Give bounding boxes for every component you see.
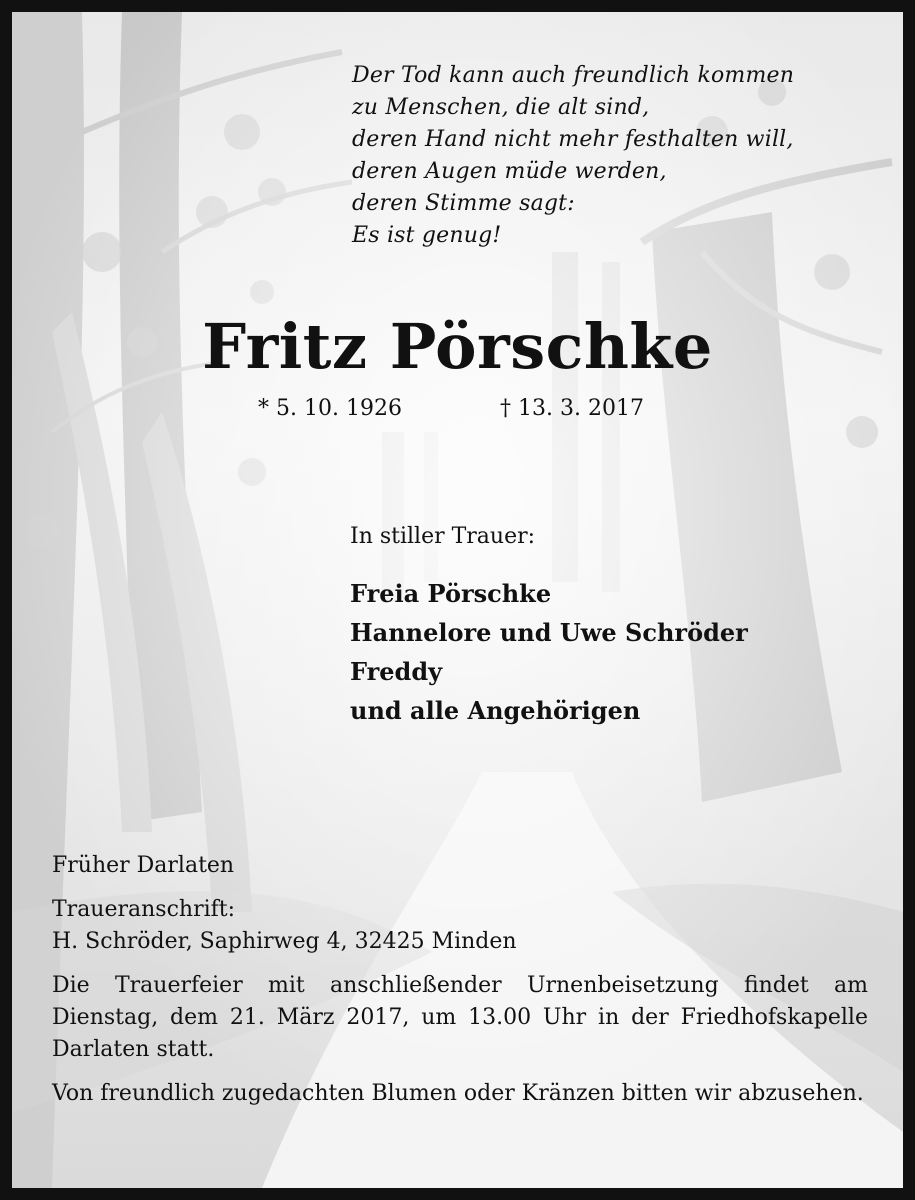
poem-line: deren Hand nicht mehr festhalten will,	[352, 127, 794, 152]
mourner-name: Freia Pörschke	[350, 579, 552, 608]
mourners-list	[350, 574, 748, 730]
mourner-name: und alle Angehörigen	[350, 696, 641, 725]
mourning-address: H. Schröder, Saphirweg 4, 32425 Minden	[52, 929, 517, 954]
mourner-name: Freddy	[350, 657, 443, 686]
address-label: Traueranschrift:	[52, 897, 236, 922]
mourner-name: Hannelore und Uwe Schröder	[350, 618, 748, 647]
poem-line: Der Tod kann auch freundlich kommen	[352, 63, 795, 88]
flowers-text: Von freundlich zugedachten Blumen oder Kränzen bitten wir abzusehen.	[52, 1081, 864, 1106]
poem-line: zu Menschen, die alt sind,	[352, 95, 650, 120]
notice-details	[52, 850, 868, 1110]
death-date: † 13. 3. 2017	[500, 396, 644, 421]
deceased-name: Fritz Pörschke	[202, 310, 713, 383]
former-residence: Früher Darlaten	[52, 853, 235, 878]
mourning-intro: In stiller Trauer:	[350, 524, 536, 549]
birth-date: * 5. 10. 1926	[258, 396, 402, 421]
poem-line: deren Augen müde werden,	[352, 159, 667, 184]
poem-line: deren Stimme sagt:	[352, 191, 575, 216]
poem-line: Es ist genug!	[352, 223, 502, 248]
ceremony-text: Die Trauerfeier mit anschließender Urnenbeisetzung findet am Dienstag, dem 21. März 2017, um 13.00 Uhr in der Friedhofskapelle Darlaten statt.	[52, 973, 868, 1062]
poem	[352, 60, 892, 252]
